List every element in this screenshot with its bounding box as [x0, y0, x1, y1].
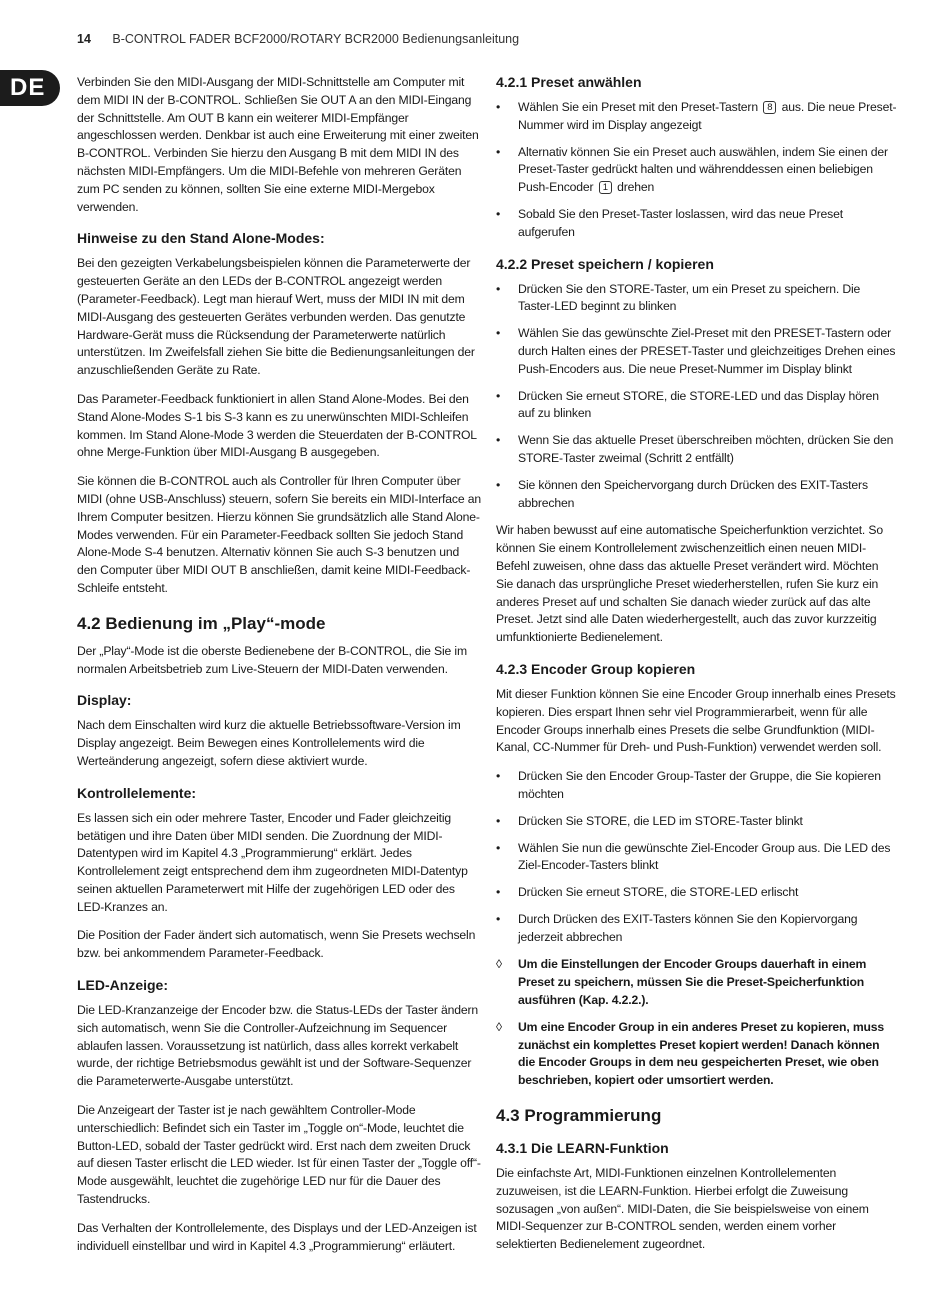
bullet-icon: •	[496, 813, 501, 828]
bullet-icon: •	[496, 281, 501, 296]
list-item: • Drücken Sie erneut STORE, die STORE-LED und das Display hören auf zu blinken	[496, 388, 879, 421]
bullet-icon: •	[496, 433, 501, 448]
paragraph: Es lassen sich ein oder mehrere Taster, Encoder und Fader gleichzeitig betätigen und ihre Daten über MIDI senden. Die Zuordnung der MIDI-Datentypen wird im Kapitel 4.3 „Programmierung“ erklärt. Jedes Kontrollelement zeigt entsprechend dem ihm zugeordneten MIDI-Datentyp seinen aktuellen Parameterwert mit Hilfe der zugehörigen LED oder des LED-Kranzes an.	[77, 810, 468, 914]
heading-4-3-1: 4.3.1 Die LEARN-Funktion	[496, 1140, 669, 1157]
paragraph: Das Parameter-Feedback funktioniert in allen Stand Alone-Modes. Bei den Stand Alone-Modes S-1 bis S-3 kann es zu unerwünschten MIDI-Schleifen kommen. Im Stand Alone-Mode 3 werden die Steuerdaten der B-CONTROL ohne Merge-Funktion über MIDI-Ausgang B ausgegeben.	[77, 391, 477, 460]
paragraph: Bei den gezeigten Verkabelungsbeispielen können die Parameterwerte der gesteuerten Geräte an den LEDs der B-CONTROL angezeigt werden (Parameter-Feedback). Legt man hierauf Wert, muss der MIDI IN mit dem MIDI-Ausgang des gesteuerten Gerätes verbunden werden. Das genutzte Hardware-Gerät muss die Rücksendung der Parameterwerte natürlich unterstützen. Im Zweifelsfall ziehen Sie bitte die Bedienungsanleitungen der anzuschließenden Geräte zu Rate.	[77, 256, 475, 378]
notes-list	[496, 956, 898, 1090]
paragraph: Mit dieser Funktion können Sie eine Encoder Group innerhalb eines Presets kopieren. Dies erspart Ihnen sehr viel Programmierarbeit, wenn für alle Encoder Groups innerhalb eines Presets die selbe Grundfunktion (MIDI-Kanal, CC-Nummer für Dreh- und Push-Funktion) verwendet werden soll.	[496, 686, 896, 755]
bullet-icon: •	[496, 144, 501, 159]
key-8-icon: 8	[763, 101, 776, 114]
heading-4-2-1: 4.2.1 Preset anwählen	[496, 74, 642, 90]
paragraph: Wir haben bewusst auf eine automatische Speicherfunktion verzichtet. So können Sie einem Kontrollelement zwischenzeitlich einen neuen MIDI-Befehl zuweisen, ohne dass das aktuelle Preset verändert wird. Möchten Sie danach das ursprüngliche Preset wiederherstellen, rufen Sie kurz ein anderes Preset auf und schalten Sie danach wieder zurück auf das alte Preset. Jetzt sind alle Daten wiederhergestellt, auch das zuvor kurzzeitig umfunktionierte Bedienelement.	[496, 523, 884, 645]
section-heading-4-3: 4.3 Programmierung	[496, 1106, 662, 1126]
intro-paragraph: Verbinden Sie den MIDI-Ausgang der MIDI-Schnittstelle am Computer mit dem MIDI IN der B-CONTROL. Schließen Sie OUT A an den MIDI-Eingang der Schnittstelle. Am OUT B kann ein weiterer MIDI-Empfänger angeschlossen werden. Denkbar ist auch eine Erweiterung mit einer zweiten B-CONTROL. Verbinden Sie hierzu den Ausgang B mit dem MIDI IN des nächsten MIDI-Empfängers. Um die MIDI-Befehle von mehreren Geräten zum PC senden zu können, sollten Sie eine externe MIDI-Mergebox verwenden.	[77, 75, 479, 214]
bullet-icon: •	[496, 388, 501, 403]
list-item: • Wählen Sie nun die gewünschte Ziel-Encoder Group aus. Die LED des Ziel-Encoder-Tasters blinkt	[496, 840, 891, 873]
list-item: • Sobald Sie den Preset-Taster loslassen, wird das neue Preset aufgerufen	[496, 206, 843, 239]
paragraph: Sie können die B-CONTROL auch als Controller für Ihren Computer über MIDI (ohne USB-Anschluss) steuern, sofern Sie bereits ein MIDI-Interface an Ihrem Computer besitzen. Hierzu können Sie grundsätzlich alle Stand Alone-Modes verwenden. Für ein Parameter-Feedback sollten Sie jedoch Stand Alone-Mode S-4 benutzen. Alternativ können Sie auch S-3 benutzen und den Computer über MIDI OUT B anschließen, damit keine MIDI-Feedback-Schleife entsteht.	[77, 474, 481, 595]
language-tab: DE	[0, 70, 60, 106]
note-item: ◊ Um eine Encoder Group in ein anderes Preset zu kopieren, muss zunächst ein komplettes Preset kopiert werden! Danach können die Encoder Groups in dem neu gespeicherten Preset, wie oben beschrieben, kopiert oder umsortiert werden.	[496, 1019, 885, 1088]
heading-standalone: Hinweise zu den Stand Alone-Modes:	[77, 230, 325, 247]
running-header	[77, 32, 519, 46]
bullet-icon: •	[496, 769, 501, 784]
paragraph: Die Position der Fader ändert sich automatisch, wenn Sie Presets wechseln bzw. bei ankommendem Parameter-Feedback.	[77, 928, 476, 961]
list-preset-store	[496, 281, 898, 513]
list-item: • Wählen Sie das gewünschte Ziel-Preset mit den PRESET-Tastern oder durch Halten eines der PRESET-Taster und gleichzeitiges Drehen eines Push-Encoders aus. Die neue Preset-Nummer im Display blinkt	[496, 326, 896, 376]
right-column	[496, 74, 898, 1265]
bullet-icon: •	[496, 326, 501, 341]
list-item: • Wählen Sie ein Preset mit den Preset-Tastern 8 aus. Die neue Preset-Nummer wird im Display angezeigt	[496, 100, 897, 132]
bullet-icon: •	[496, 206, 501, 221]
list-preset-select	[496, 99, 898, 242]
list-item: • Drücken Sie den STORE-Taster, um ein Preset zu speichern. Die Taster-LED beginnt zu blinken	[496, 281, 861, 314]
note-item: ◊ Um die Einstellungen der Encoder Groups dauerhaft in einem Preset zu speichern, müssen Sie die Preset-Speicherfunktion ausführen (Kap. 4.2.2.).	[496, 957, 867, 1008]
heading-kontrollelemente: Kontrollelemente:	[77, 784, 197, 801]
list-item: • Sie können den Speichervorgang durch Drücken des EXIT-Tasters abbrechen	[496, 477, 868, 510]
heading-4-2-3: 4.2.3 Encoder Group kopieren	[496, 660, 696, 677]
bullet-icon: •	[496, 477, 501, 492]
list-item: • Drücken Sie den Encoder Group-Taster der Gruppe, die Sie kopieren möchten	[496, 769, 881, 801]
paragraph: Die LED-Kranzanzeige der Encoder bzw. die Status-LEDs der Taster ändern sich automatisch, wenn Sie die Controller-Aufzeichnung im Sequencer ablaufen lassen. Voraussetzung ist natürlich, dass alles korrekt verkabelt wurde, der richtige Betriebsmodus gewählt ist und der Software-Sequenzer die Parameterwerte-Ausgabe unterstützt.	[77, 1003, 479, 1089]
key-1-icon: 1	[599, 181, 612, 194]
bullet-icon: •	[496, 100, 501, 114]
list-item: • Wenn Sie das aktuelle Preset überschreiben möchten, drücken Sie den STORE-Taster zweimal (Schritt 2 entfällt)	[496, 433, 894, 465]
diamond-icon: ◊	[496, 1019, 502, 1034]
heading-led-anzeige: LED-Anzeige:	[77, 977, 168, 994]
paragraph: Die Anzeigeart der Taster ist je nach gewähltem Controller-Mode unterschiedlich: Befindet sich ein Taster im „Toggle on“-Mode, leuchtet die Button-LED, sobald der Taster gedrückt wird. Erst nach dem zweiten Druck auf diesen Taster erlischt die LED wieder. Ist für einen Taster der „Toggle off“-Mode ausgewählt, leuchtet die zugehörige LED nur für die Dauer des Tastendrucks.	[77, 1103, 481, 1207]
bullet-icon: •	[496, 911, 501, 926]
list-item: • Durch Drücken des EXIT-Tasters können Sie den Kopiervorgang jederzeit abbrechen	[496, 911, 858, 944]
list-item: • Alternativ können Sie ein Preset auch auswählen, indem Sie einen der Preset-Taster gedrückt halten und währenddessen einen beliebigen Push-Encoder 1 drehen	[496, 144, 888, 195]
bullet-icon: •	[496, 840, 501, 855]
document-title: B-CONTROL FADER BCF2000/ROTARY BCR2000 Bedienungsanleitung	[112, 32, 520, 46]
heading-4-2-2: 4.2.2 Preset speichern / kopieren	[496, 255, 714, 272]
list-encoder-group	[496, 768, 898, 946]
section-heading-4-2: 4.2 Bedienung im „Play“-mode	[77, 613, 326, 633]
paragraph: Der „Play“-Mode ist die oberste Bedienebene der B-CONTROL, die Sie im normalen Arbeitsbetrieb zum Live-Steuern der MIDI-Daten verwenden.	[77, 643, 467, 676]
paragraph: Nach dem Einschalten wird kurz die aktuelle Betriebssoftware-Version im Display angezeigt. Beim Bewegen eines Kontrollelements wird die Werteänderung angezeigt, sofern diese aktiviert wurde.	[77, 718, 461, 768]
list-item: • Drücken Sie STORE, die LED im STORE-Taster blinkt	[496, 813, 898, 831]
heading-display: Display:	[77, 692, 132, 709]
paragraph: Die einfachste Art, MIDI-Funktionen einzelnen Kontrollelementen zuzuweisen, ist die LEARN-Funktion. Hierbei erfolgt die Zuweisung sozusagen „von außen“. MIDI-Daten, die Sie beispielsweise von einem MIDI-Sequenzer zur B-CONTROL senden, werden einem vorher selektierten Bedienelement zugeordnet.	[496, 1166, 869, 1252]
page-number: 14	[77, 32, 91, 46]
diamond-icon: ◊	[496, 957, 502, 972]
list-item: • Drücken Sie erneut STORE, die STORE-LED erlischt	[496, 884, 898, 902]
bullet-icon: •	[496, 885, 501, 900]
paragraph: Das Verhalten der Kontrollelemente, des Displays und der LED-Anzeigen ist individuell einstellbar und wird in Kapitel 4.3 „Programmierung“ erläutert.	[77, 1220, 477, 1253]
left-column	[77, 74, 482, 1266]
